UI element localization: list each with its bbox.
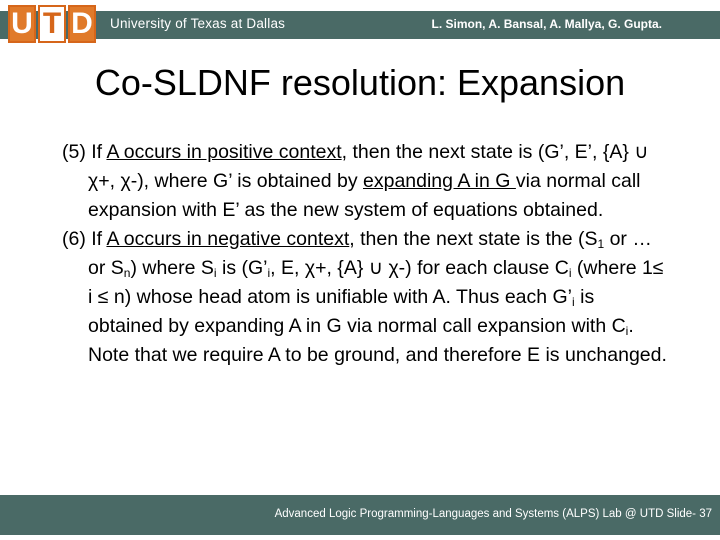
p6-underline-negative-context: A occurs in negative context	[106, 228, 350, 250]
logo-letter-t: T	[38, 5, 66, 43]
p6-sub-i: i	[213, 266, 217, 280]
p6-text-j: . Note that we require A to be ground, and therefore E is unchanged.	[88, 315, 667, 366]
p6-sub-i-4: i	[572, 295, 575, 309]
p6-text-c: , then the next state is the (S	[349, 228, 598, 250]
p6-text-e: ) where S	[130, 257, 214, 279]
p5-text-c: , then the next state is (G’, E’, {A} ∪ χ+, χ-), where G’ is obtained by	[88, 141, 649, 192]
p5-underline-expanding: expanding A in G	[363, 170, 516, 192]
logo-letter-d: D	[68, 5, 96, 43]
university-name: University of Texas at Dallas	[110, 16, 286, 31]
p6-text-d: or … or S	[88, 228, 652, 279]
footer-text: Advanced Logic Programming-Languages and Systems (ALPS) Lab @ UTD Slide- 37	[274, 508, 712, 520]
p6-text-i: is obtained by expanding A in G via normal call expansion with C	[88, 286, 626, 337]
p6-text-h: (where 1≤ i ≤ n) whose head atom is unifiable with A. Thus each G’	[88, 257, 664, 308]
p5-underline-positive-context: A occurs in positive context	[106, 141, 342, 163]
p6-text-g: , E, χ+, {A} ∪ χ-) for each clause C	[270, 257, 569, 279]
p6-sub-i-3: i	[568, 266, 572, 280]
p6-text-f: is (G’	[216, 257, 268, 279]
p6-sub-n: n	[123, 266, 131, 280]
slide-body	[62, 138, 672, 370]
p6-sub-i-2: i	[267, 266, 271, 280]
paragraph-6	[62, 225, 672, 370]
slide-title: Co-SLDNF resolution: Expansion	[94, 62, 626, 103]
slide-header	[0, 0, 720, 46]
p5-text-a: (5) If	[62, 141, 107, 163]
paragraph-5	[62, 138, 672, 225]
p6-sub-i-5: i	[625, 324, 629, 338]
logo-letter-u: U	[8, 5, 36, 43]
p5-text-e: via normal call expansion with E’ as the new system of equations obtained.	[88, 170, 641, 221]
p6-text-a: (6) If	[62, 228, 107, 250]
utd-logo	[8, 5, 96, 43]
p6-sub-1: 1	[597, 237, 605, 251]
authors: L. Simon, A. Bansal, A. Mallya, G. Gupta.	[431, 17, 662, 31]
